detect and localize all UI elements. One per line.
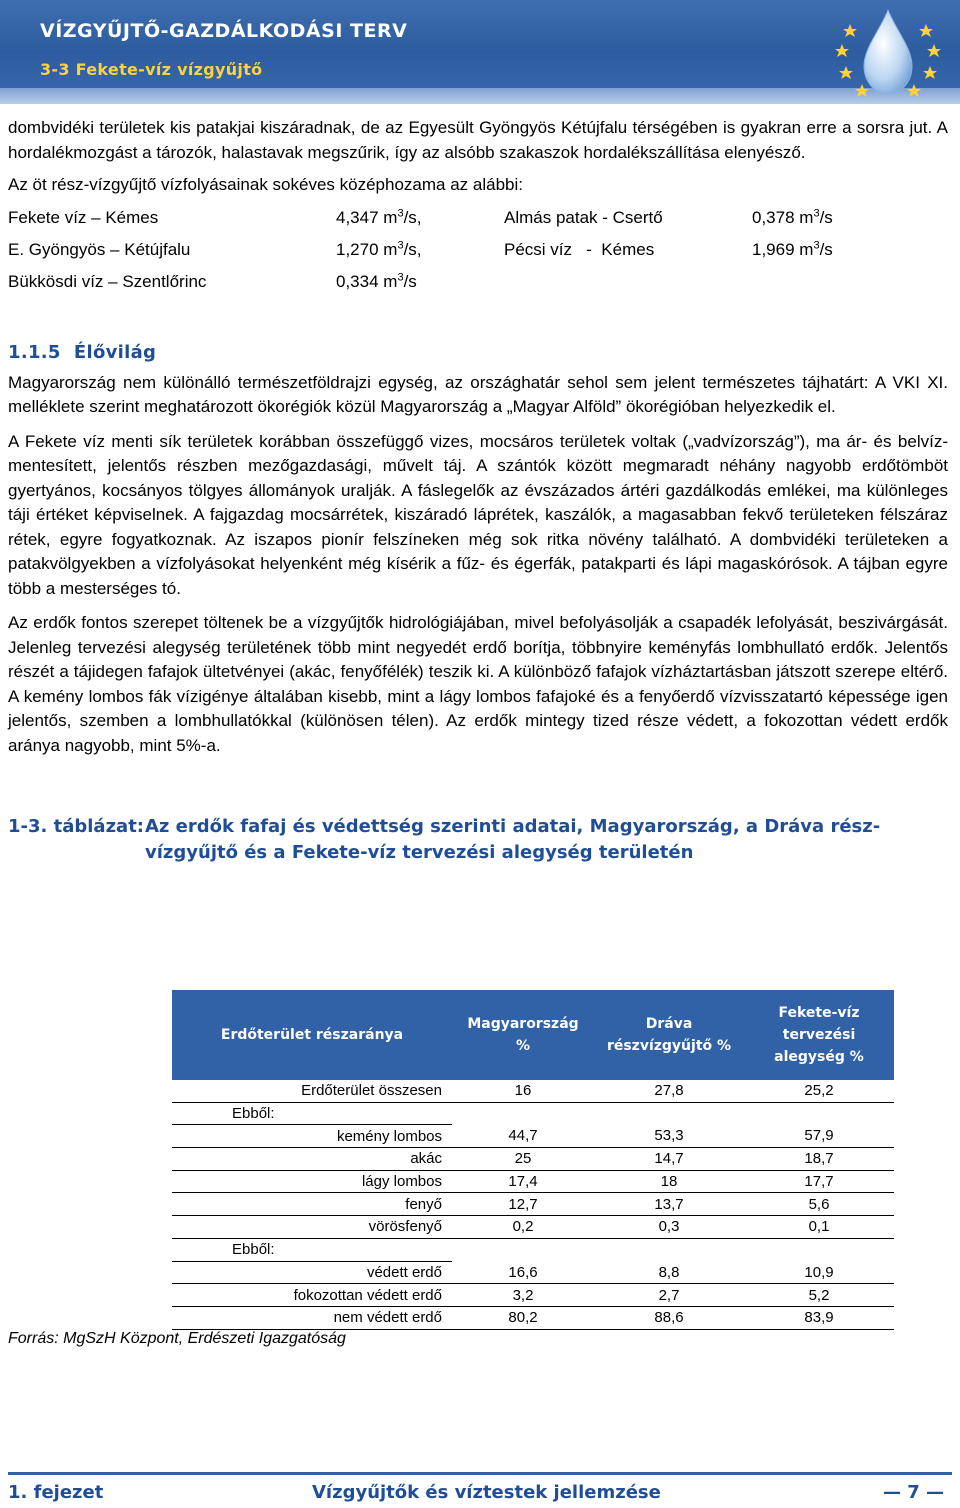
page-footer <box>8 1480 952 1508</box>
section-heading: 1.1.5 Élővilág <box>8 341 157 363</box>
document-title: VÍZGYŰJTŐ-GAZDÁLKODÁSI TERV <box>40 20 408 42</box>
flow-value: 0,378 $m^3/s$ <box>752 206 833 227</box>
flow-value: 1,270 $m^3/s$, <box>336 238 422 259</box>
forest-data-table <box>172 990 894 1330</box>
table-source-note: Forrás: MgSzH Központ, Erdészeti Igazgatóság <box>8 1330 346 1347</box>
header-band <box>0 88 960 104</box>
flow-value: 0,334 $m^3/s$ <box>336 270 417 291</box>
table-header-cell: Dráva részvízgyűjtő % <box>594 990 744 1080</box>
table-row: vörösfenyő 0,2 0,3 0,1 <box>172 1216 894 1239</box>
table-header-cell: Magyarország % <box>452 990 594 1080</box>
document-subtitle: 3-3 Fekete-víz vízgyűjtő <box>40 60 263 79</box>
section-paragraph-2: A Fekete víz menti sík területek korábban összefüggő vizes, mocsáros területek voltak („vadvízország”), ma ár- és belvíz-mentesített, jelentős részben mezőgazdasági, művelt táj. A szántók között megmaradt néhány nagyobb erdőtömböt gyertyános, kocsányos tölgyes állományok uralják. A fáslegelők az évszázados ártéri gazdálkodás emlékei, ma különleges táji értéket képviselnek. A fajgazdag mocsárrétek, kiszáradó láprétek, kaszálók, a magasabban fekvő területeken félszáraz rétek, egyre fogyatkoznak. Az iszapos pionír felszíneken még sok ritka növény található. A dombvidéki területeken a patakvölgyekben a vízfolyásokat helyenként még kísérik a fűz- és égerfák, patakparti és lápi magaskórósok. A tájban egyre több a mesterséges tó. <box>8 431 948 598</box>
table-row: védett erdő 16,6 8,8 10,9 <box>172 1261 894 1284</box>
table-caption-number: 1-3. táblázat: <box>8 816 145 837</box>
footer-chapter: 1. fejezet <box>8 1482 104 1503</box>
flow-list <box>8 202 948 298</box>
table-header-cell: Erdőterület részaránya <box>172 990 452 1080</box>
table-row: fenyő 12,7 13,7 5,6 <box>172 1193 894 1216</box>
footer-title: Vízgyűjtők és víztestek jellemzése <box>312 1482 661 1503</box>
table-caption-text: Az erdők fafaj és védettség szerinti adatai, Magyarország, a Dráva rész-vízgyűjtő és a Fekete-víz tervezési alegység területén <box>145 816 881 863</box>
section-paragraph-3: Az erdők fontos szerepet töltenek be a vízgyűjtők hidrológiájában, mivel befolyásolják a csapadék lefolyását, beszivárgását. Jelenleg tervezési alegység területének több mint negyedét erdő borítja, többnyire keményfás lombhullató erdők. Jelentős részét a tájidegen fafajok ültetvényei (akác, fenyőfélék) teszik ki. A különböző fafajok vízháztartásban játszott szerepe eltérő. A kemény lombos fák vízigénye általában kisebb, mint a lágy lombos fafajoké és a fenyőerdő vízvisszatartó képessége igen jelentős, szemben a lombhullatókkal (különösen télen). Az erdők mintegy tized része védett, a fokozottan védett erdők aránya nagyobb, mint 5%-a. <box>8 613 948 755</box>
table-row: akác 25 14,7 18,7 <box>172 1148 894 1171</box>
table-header-cell: Fekete-víz tervezési alegység % <box>744 990 894 1080</box>
flow-value: 4,347 $m^3/s$, <box>336 206 422 227</box>
page-number: — 7 — <box>882 1482 944 1503</box>
table-row: Erdőterület összesen 16 27,8 25,2 <box>172 1080 894 1102</box>
page-content <box>8 116 948 866</box>
intro-paragraph-1: dombvidéki területek kis patakjai kiszáradnak, de az Egyesült Gyöngyös Kétújfalu térségében is gyakran erre a sorsra jut. A hordalékmozgást a tározók, halastavak megszűrik, így az alsóbb szakaszok hordalékszállítása elenyésző. <box>8 118 948 162</box>
table-row: Ebből: <box>172 1238 894 1261</box>
footer-divider <box>8 1472 952 1475</box>
page-header <box>0 0 960 104</box>
table-header-row <box>172 990 894 1080</box>
section-paragraph-1: Magyarország nem különálló természetföldrajzi egység, az országhatár sehol sem jelent természetes tájhatárt: A VKI XI. melléklete szerint meghatározott ökorégiók közül Magyarország a „Magyar Alföld” ökorégióban helyezkedik el. <box>8 372 948 416</box>
flow-name: Almás patak - Csertő <box>504 207 663 227</box>
table-row: nem védett erdő 80,2 88,6 83,9 <box>172 1306 894 1329</box>
table-row: fokozottan védett erdő 3,2 2,7 5,2 <box>172 1284 894 1307</box>
flow-name: Pécsi víz - Kémes <box>504 239 655 259</box>
flow-name: E. Gyöngyös – Kétújfalu <box>8 239 191 259</box>
water-drop-eu-stars-icon <box>822 4 954 100</box>
table-row: lágy lombos 17,4 18 17,7 <box>172 1170 894 1193</box>
intro-paragraph-2: Az öt rész-vízgyűjtő vízfolyásainak sokéves középhozama az alábbi: <box>8 175 523 194</box>
table-row: Ebből: <box>172 1102 894 1125</box>
table-caption <box>8 814 948 866</box>
table-row: kemény lombos 44,7 53,3 57,9 <box>172 1125 894 1148</box>
flow-name: Fekete víz – Kémes <box>8 207 159 227</box>
flow-name: Bükkösdi víz – Szentlőrinc <box>8 271 207 291</box>
flow-value: 1,969 $m^3/s$ <box>752 238 833 259</box>
